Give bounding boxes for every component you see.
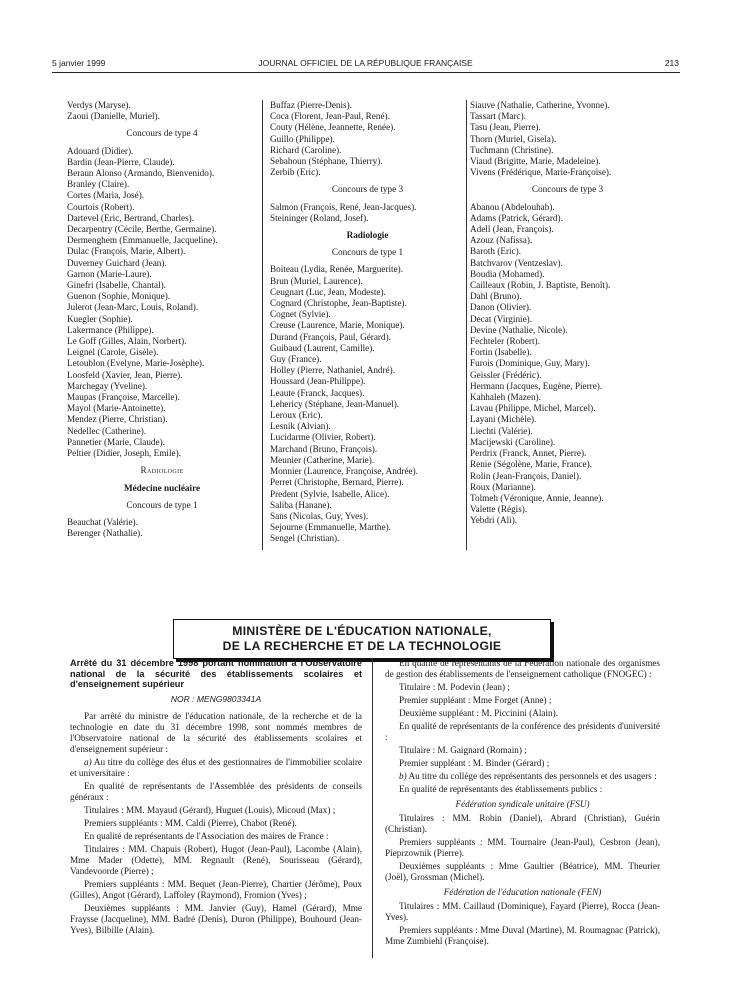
name-entry: Berenger (Nathalie). (67, 528, 143, 539)
name-entry: Beauchat (Valérie). (67, 516, 138, 527)
decree-paragraph: En qualité de représentants de l'Assemblée des présidents de conseils généraux : (70, 780, 362, 802)
name-entry: Verdys (Maryse). (67, 100, 131, 110)
subsection-heading: Fédération syndicale unitaire (FSU) (455, 799, 590, 809)
name-entry: Lehericy (Stéphane, Jean-Manuel). (270, 398, 400, 409)
name-entry: Geissler (Frédéric). (470, 369, 542, 380)
name-entry: Fechteler (Robert). (470, 336, 540, 347)
decree-paragraph (70, 757, 362, 779)
decree-paragraph: Titulaires : MM. Chapuis (Robert), Hugot (Jean-Paul), Lacombe (Alain), Mme Mader (Odette), MM. Regnault (René), Sourisseau (Gérard), Vandevoorde (Pierre) ; (70, 843, 362, 876)
decree-right-column (385, 658, 660, 949)
name-entry: Lucidarme (Olivier, Robert). (270, 432, 376, 443)
section-heading: Concours de type 3 (531, 184, 604, 195)
name-entry: Tassart (Marc). (470, 111, 526, 122)
name-entry: Duverney Guichard (Jean). (67, 257, 167, 268)
name-entry: Decat (Virginie). (470, 313, 533, 324)
name-entry: Creuse (Laurence, Marie, Monique). (270, 320, 405, 331)
name-entry: Branley (Claire). (67, 179, 130, 190)
name-entry: Dartevel (Eric, Bertrand, Charles). (67, 212, 195, 223)
name-entry: Le Goff (Gilles, Alain, Norbert). (67, 336, 187, 347)
name-entry: Yebdri (Ali). (470, 515, 518, 526)
name-entry: Tuchmann (Christine). (470, 144, 554, 155)
name-entry: Lakermance (Philippe). (67, 324, 154, 335)
name-entry: Vivens (Frédérique, Marie-Françoise). (470, 167, 612, 178)
decree-paragraph: Titulaires : MM. Caillaud (Dominique), Fayard (Pierre), Rocca (Jean-Yves). (385, 901, 660, 922)
name-entry: Tolmeh (Véronique, Annie, Jeanne). (470, 492, 604, 503)
name-entry: Dulac (François, Marie, Albert). (67, 246, 186, 257)
name-entry: Danon (Olivier). (470, 302, 532, 313)
name-entry: Predent (Sylvie, Isabelle, Alice). (270, 488, 390, 499)
nor-code: NOR : MENG9803341A (170, 693, 262, 704)
name-entry: Kahhaleh (Mazen). (470, 392, 541, 403)
decree-paragraph: Titulaires : MM. Mayaud (Gérard), Huguet (Louis), Micoud (Max) ; (84, 804, 336, 815)
name-entry: Decarpentry (Cécile, Berthe, Germaine). (67, 224, 217, 235)
name-entry: Leaute (Franck, Jacques). (270, 387, 365, 398)
name-entry: Couty (Hélène, Jeannette, Renée). (270, 122, 396, 133)
decree-paragraph: Premier suppléant : Mme Forget (Anne) ; (399, 695, 552, 705)
name-entry: Courtois (Robert). (67, 201, 135, 212)
ministry-line-1: MINISTÈRE DE L'ÉDUCATION NATIONALE, (232, 624, 492, 638)
name-entry: Cortes (Maria, José). (67, 190, 145, 201)
names-column-3 (470, 100, 665, 527)
name-entry: Rolin (Jean-François, Daniel). (470, 470, 582, 481)
name-entry: Monnier (Laurence, Françoise, Andrée). (270, 466, 418, 477)
name-entry: Bardin (Jean-Pierre, Claude). (67, 156, 175, 167)
decree-paragraph: Premiers suppléants : MM. Tournaire (Jean-Paul), Cesbron (Jean), Pieprzownik (Pierre). (385, 837, 660, 858)
name-entry: Nedellec (Catherine). (67, 425, 147, 436)
name-entry: Devine (Nathalie, Nicole). (470, 324, 568, 335)
header-journal-title: JOURNAL OFFICIEL DE LA RÉPUBLIQUE FRANÇAISE (258, 58, 473, 68)
name-entry: Garnon (Marie-Laure). (67, 268, 152, 279)
name-entry: Sans (Nicolas, Guy, Yves). (270, 510, 369, 521)
name-entry: Maupas (Françoise, Marcelle). (67, 392, 180, 403)
name-entry: Sengel (Christian). (270, 533, 340, 544)
decree-paragraph: Par arrêté du ministre de l'éducation nationale, de la recherche et de la technologie en date du 31 décembre 1998, sont nommés membres de l'Observatoire national de la sécurité des établissements scolaires et d'enseignement supérieur : (70, 710, 362, 754)
name-entry: Zerbib (Eric). (270, 167, 321, 178)
name-entry: Cognard (Christophe, Jean-Baptiste). (270, 298, 407, 309)
name-entry: Guenon (Sophie, Monique). (67, 291, 171, 302)
decree-paragraph: En qualité de représentants de la Fédération nationale des organismes de gestion des établissements de l'enseignement catholique (FNOGEC) : (385, 658, 660, 679)
name-entry: Thorn (Muriel, Gisela). (470, 133, 557, 144)
decree-paragraph: En qualité de représentants des établissements publics : (399, 784, 603, 794)
decree-paragraph: Premiers suppléants : MM. Bequet (Jean-Pierre), Chartier (Jérôme), Poux (Gilles), Angot (Gérard), Laffoley (Raymond), Fromion (Yves) ; (70, 878, 362, 900)
header-rule (52, 72, 680, 73)
list-marker: a) (84, 756, 92, 767)
section-heading: Concours de type 1 (126, 499, 198, 510)
decree-paragraph: En qualité de représentants de l'Association des maires de France : (84, 830, 329, 841)
name-entry: Guillo (Philippe). (270, 133, 335, 144)
name-entry: Abanou (Abdelouhab). (470, 201, 555, 212)
name-entry: Mayol (Marie-Antoinette). (67, 403, 166, 414)
name-entry: Sebahoun (Stéphane, Thierry). (270, 156, 383, 167)
decree-paragraph: Titulaire : M. Podevin (Jean) ; (399, 682, 510, 692)
name-entry: Richard (Caroline). (270, 144, 342, 155)
name-entry: Letoublon (Evelyne, Marie-Josèphe). (67, 358, 205, 369)
section-heading-smallcaps: Radiologie (140, 465, 184, 476)
section-heading: Concours de type 4 (126, 128, 198, 139)
name-entry: Leignel (Carole, Gisèle). (67, 347, 159, 358)
name-entry: Dermenghem (Emmanuelle, Jacqueline). (67, 235, 218, 246)
name-entry: Brun (Muriel, Laurence). (270, 275, 363, 286)
name-entry: Adams (Patrick, Gérard). (470, 212, 563, 223)
name-entry: Layani (Michèle). (470, 414, 537, 425)
name-entry: Durand (François, Paul, Gérard). (270, 331, 391, 342)
name-entry: Meunier (Catherine, Marie). (270, 454, 375, 465)
name-entry: Adouard (Didier). (67, 145, 134, 156)
header-date: 5 janvier 1999 (52, 58, 106, 68)
name-entry: Leroux (Eric). (270, 410, 323, 421)
name-entry: Cailleaux (Robin, J. Baptiste, Benoît). (470, 280, 611, 291)
column-separator (262, 100, 263, 550)
name-entry: Boiteau (Lydia, Renée, Marguerite). (270, 264, 404, 275)
section-heading: Concours de type 3 (331, 184, 404, 195)
column-separator (466, 100, 467, 550)
nor-reference (70, 694, 362, 705)
name-entry: Valette (Régis). (470, 504, 528, 515)
section-heading: Concours de type 1 (331, 247, 404, 258)
section-heading-bold: Médecine nucléaire (123, 482, 201, 493)
names-column-1 (67, 100, 257, 539)
name-entry: Dahl (Bruno). (470, 291, 522, 302)
name-entry: Furois (Dominique, Guy, Mary). (470, 358, 590, 369)
name-entry: Ginefri (Isabelle, Chantal). (67, 280, 166, 291)
name-entry: Buffaz (Pierre-Denis). (270, 100, 352, 110)
decree-paragraph: Deuxièmes suppléants : Mme Gaultier (Béatrice), MM. Theurier (Joël), Grossman (Michel). (385, 861, 660, 882)
paragraph-text: Au titre du collège des élus et des gestionnaires de l'immobilier scolaire et universitaire : (70, 756, 362, 778)
name-entry: Perret (Christophe, Bernard, Pierre). (270, 477, 404, 488)
name-entry: Ceugnart (Luc, Jean, Modeste). (270, 286, 386, 297)
name-entry: Mendez (Pierre, Christian). (67, 414, 168, 425)
paragraph-text: Au titre du collège des représentants des personnels et des usagers : (406, 771, 657, 781)
decree-paragraph: Deuxième suppléant : M. Piccinini (Alain). (399, 708, 558, 718)
name-entry: Steininger (Roland, Josef). (270, 212, 369, 223)
ministry-heading-box (173, 619, 551, 659)
name-entry: Houssard (Jean-Philippe). (270, 376, 366, 387)
decree-paragraph: Premiers suppléants : Mme Duval (Martine), M. Roumagnac (Patrick), Mme Zumbiehl (Françoise). (385, 925, 660, 946)
name-entry: Batchvarov (Ventzeslav). (470, 257, 563, 268)
list-marker: b) (399, 771, 407, 781)
name-entry: Guy (France). (270, 354, 322, 365)
name-entry: Coca (Florent, Jean-Paul, René). (270, 111, 390, 122)
name-entry: Macijewski (Caroline). (470, 436, 556, 447)
ministry-line-2: DE LA RECHERCHE ET DE LA TECHNOLOGIE (222, 639, 502, 653)
decree-paragraph: Premiers suppléants : MM. Caldi (Pierre), Chabot (René). (84, 817, 297, 828)
column-separator (372, 658, 373, 958)
decree-paragraph: Titulaire : M. Gaignard (Romain) ; (399, 745, 527, 755)
name-entry: Peltier (Didier, Joseph, Emile). (67, 448, 181, 459)
name-entry: Boudia (Mohamed). (470, 268, 545, 279)
name-entry: Loosfeld (Xavier, Jean, Pierre). (67, 369, 183, 380)
name-entry: Sejourne (Emmanuelle, Marthe). (270, 522, 391, 533)
name-entry: Perdrix (Franck, Annet, Pierre). (470, 448, 587, 459)
name-entry: Marchand (Bruno, François). (270, 443, 378, 454)
name-entry: Saliba (Hanane). (270, 499, 332, 510)
name-entry: Azouz (Nafissa). (470, 235, 533, 246)
name-entry: Guibaud (Laurent, Camille). (270, 342, 375, 353)
decree-paragraph: Titulaires : MM. Robin (Daniel), Abrard (Christian), Guérin (Christian). (385, 813, 660, 834)
decree-title: Arrêté du 31 décembre 1998 portant nomination à l'Observatoire national de la sécurité des établissements scolaires et d'enseignement supérieur (70, 658, 362, 689)
name-entry: Beraun Alonso (Armando, Bienvenido). (67, 168, 215, 179)
name-entry: Cognet (Sylvie). (270, 309, 331, 320)
name-entry: Renie (Ségolène, Marie, France). (470, 459, 592, 470)
names-column-2 (270, 100, 465, 545)
name-entry: Zaoui (Danielle, Muriel). (67, 111, 160, 122)
name-entry: Adell (Jean, François). (470, 224, 554, 235)
name-entry: Fortin (Isabelle). (470, 347, 532, 358)
decree-paragraph: Deuxièmes suppléants : MM. Janvier (Guy), Hamel (Gérard), Mme Fraysse (Jacqueline), MM. Badré (Denis), Duron (Philippe), Bouhourd (Jean-Yves), Bilbille (Alain). (70, 902, 362, 935)
name-entry: Siauve (Nathalie, Catherine, Yvonne). (470, 100, 610, 110)
name-entry: Baroth (Eric). (470, 246, 522, 257)
name-entry: Tasu (Jean, Pierre). (470, 122, 541, 133)
decree-paragraph: En qualité de représentants de la conférence des présidents d'université : (385, 721, 660, 742)
name-entry: Julerot (Jean-Marc, Louis, Roland). (67, 302, 199, 313)
name-entry: Holley (Pierre, Nathaniel, André). (270, 365, 396, 376)
name-entry: Lesnik (Alvian). (270, 421, 331, 432)
decree-left-column (70, 658, 362, 938)
name-entry: Lavau (Philippe, Michel, Marcel). (470, 403, 596, 414)
header-page-number: 213 (664, 58, 679, 68)
name-entry: Liechti (Valérie). (470, 425, 533, 436)
name-entry: Roux (Marianne). (470, 481, 536, 492)
name-entry: Salmon (François, René, Jean-Jacques). (270, 201, 417, 212)
name-entry: Hermann (Jacques, Eugène, Pierre). (470, 380, 603, 391)
name-entry: Kuegler (Sophie). (67, 313, 133, 324)
decree-paragraph: Premier suppléant : M. Binder (Gérard) ; (399, 758, 550, 768)
name-entry: Marchegay (Yveline). (67, 380, 148, 391)
subsection-heading: Fédération de l'éducation nationale (FEN) (443, 887, 602, 897)
name-entry: Pannetier (Marie, Claude). (67, 436, 165, 447)
section-heading-bold: Radiologie (346, 230, 389, 241)
decree-paragraph (385, 771, 660, 782)
name-entry: Viaud (Brigitte, Marie, Madeleine). (470, 156, 601, 167)
